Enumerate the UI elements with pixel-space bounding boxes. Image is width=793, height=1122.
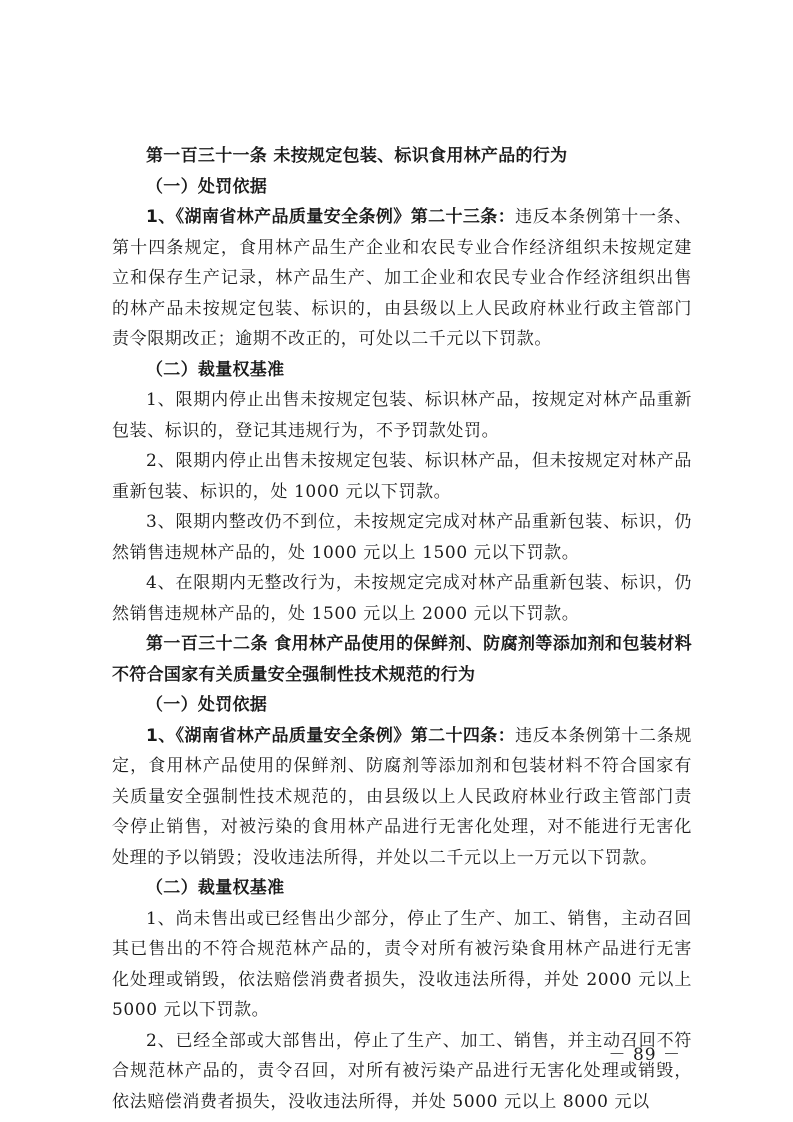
article-131-citation: 1、《湖南省林产品质量安全条例》第二十三条：: [146, 207, 516, 227]
article-131-basis-text: 违反本条例第十一条、第十四条规定，食用林产品生产企业和农民专业合作经济组织未按规定建立和保存生产记录，林产品生产、加工企业和农民专业合作经济组织出售的林产品未按规定包装、标识的，由县级以上人民政府林业行政主管部门责令限期改正；逾期不改正的，可处以二千元以下罚款。: [112, 207, 692, 349]
article-132-title: 第一百三十二条 食用林产品使用的保鲜剂、防腐剂等添加剂和包装材料不符合国家有关质量安全强制性技术规范的行为: [112, 634, 692, 685]
article-131-basis-heading: （一）处罚依据: [146, 176, 268, 197]
article-132-standard-heading: （二）裁量权基准: [146, 878, 285, 898]
article-132-basis-heading: （一）处罚依据: [146, 695, 268, 715]
article-132-standard-2: 2、已经全部或大部售出，停止了生产、加工、销售，并主动召回不符合规范林产品的，责令召回，对所有被污染产品进行无害化处理或销毁，依法赔偿消费者损失，没收违法所得，并处 5000 元以上 8000 元以: [112, 1030, 692, 1112]
article-131-standard-heading: （二）裁量权基准: [146, 359, 285, 380]
article-131-title: 第一百三十一条 未按规定包装、标识食用林产品的行为: [146, 146, 568, 166]
article-132-citation: 1、《湖南省林产品质量安全条例》第二十四条：: [146, 725, 516, 746]
article-131-standard-2: 2、限期内停止出售未按规定包装、标识林产品，但未按规定对林产品重新包装、标识的，处 1000 元以下罚款。: [112, 451, 692, 502]
article-131-standard-1: 1、限期内停止出售未按规定包装、标识林产品，按规定对林产品重新包装、标识的，登记其违规行为，不予罚款处罚。: [112, 390, 692, 441]
article-131-basis-paragraph: [112, 202, 692, 355]
article-132-basis-text: 违反本条例第十二条规定，食用林产品使用的保鲜剂、防腐剂等添加剂和包装材料不符合国家有关质量安全强制性技术规范的，由县级以上人民政府林业行政主管部门责令停止销售，对被污染的食用林产品进行无害化处理，对不能进行无害化处理的予以销毁；没收违法所得，并处以二千元以上一万元以下罚款。: [112, 725, 692, 868]
article-132-basis-paragraph: [112, 721, 692, 874]
article-131-standard-4: 4、在限期内无整改行为，未按规定完成对林产品重新包装、标识，仍然销售违规林产品的，处 1500 元以上 2000 元以下罚款。: [112, 573, 692, 624]
document-body: [112, 141, 692, 1117]
article-132-standard-1: 1、尚未售出或已经售出少部分，停止了生产、加工、销售，主动召回其已售出的不符合规范林产品的，责令对所有被污染食用林产品进行无害化处理或销毁，依法赔偿消费者损失，没收违法所得，并处 2000 元以上 5000 元以下罚款。: [112, 908, 692, 1020]
page-number: － 89 －: [608, 1045, 681, 1065]
article-131-standard-3: 3、限期内整改仍不到位，未按规定完成对林产品重新包装、标识，仍然销售违规林产品的，处 1000 元以上 1500 元以下罚款。: [112, 512, 692, 563]
